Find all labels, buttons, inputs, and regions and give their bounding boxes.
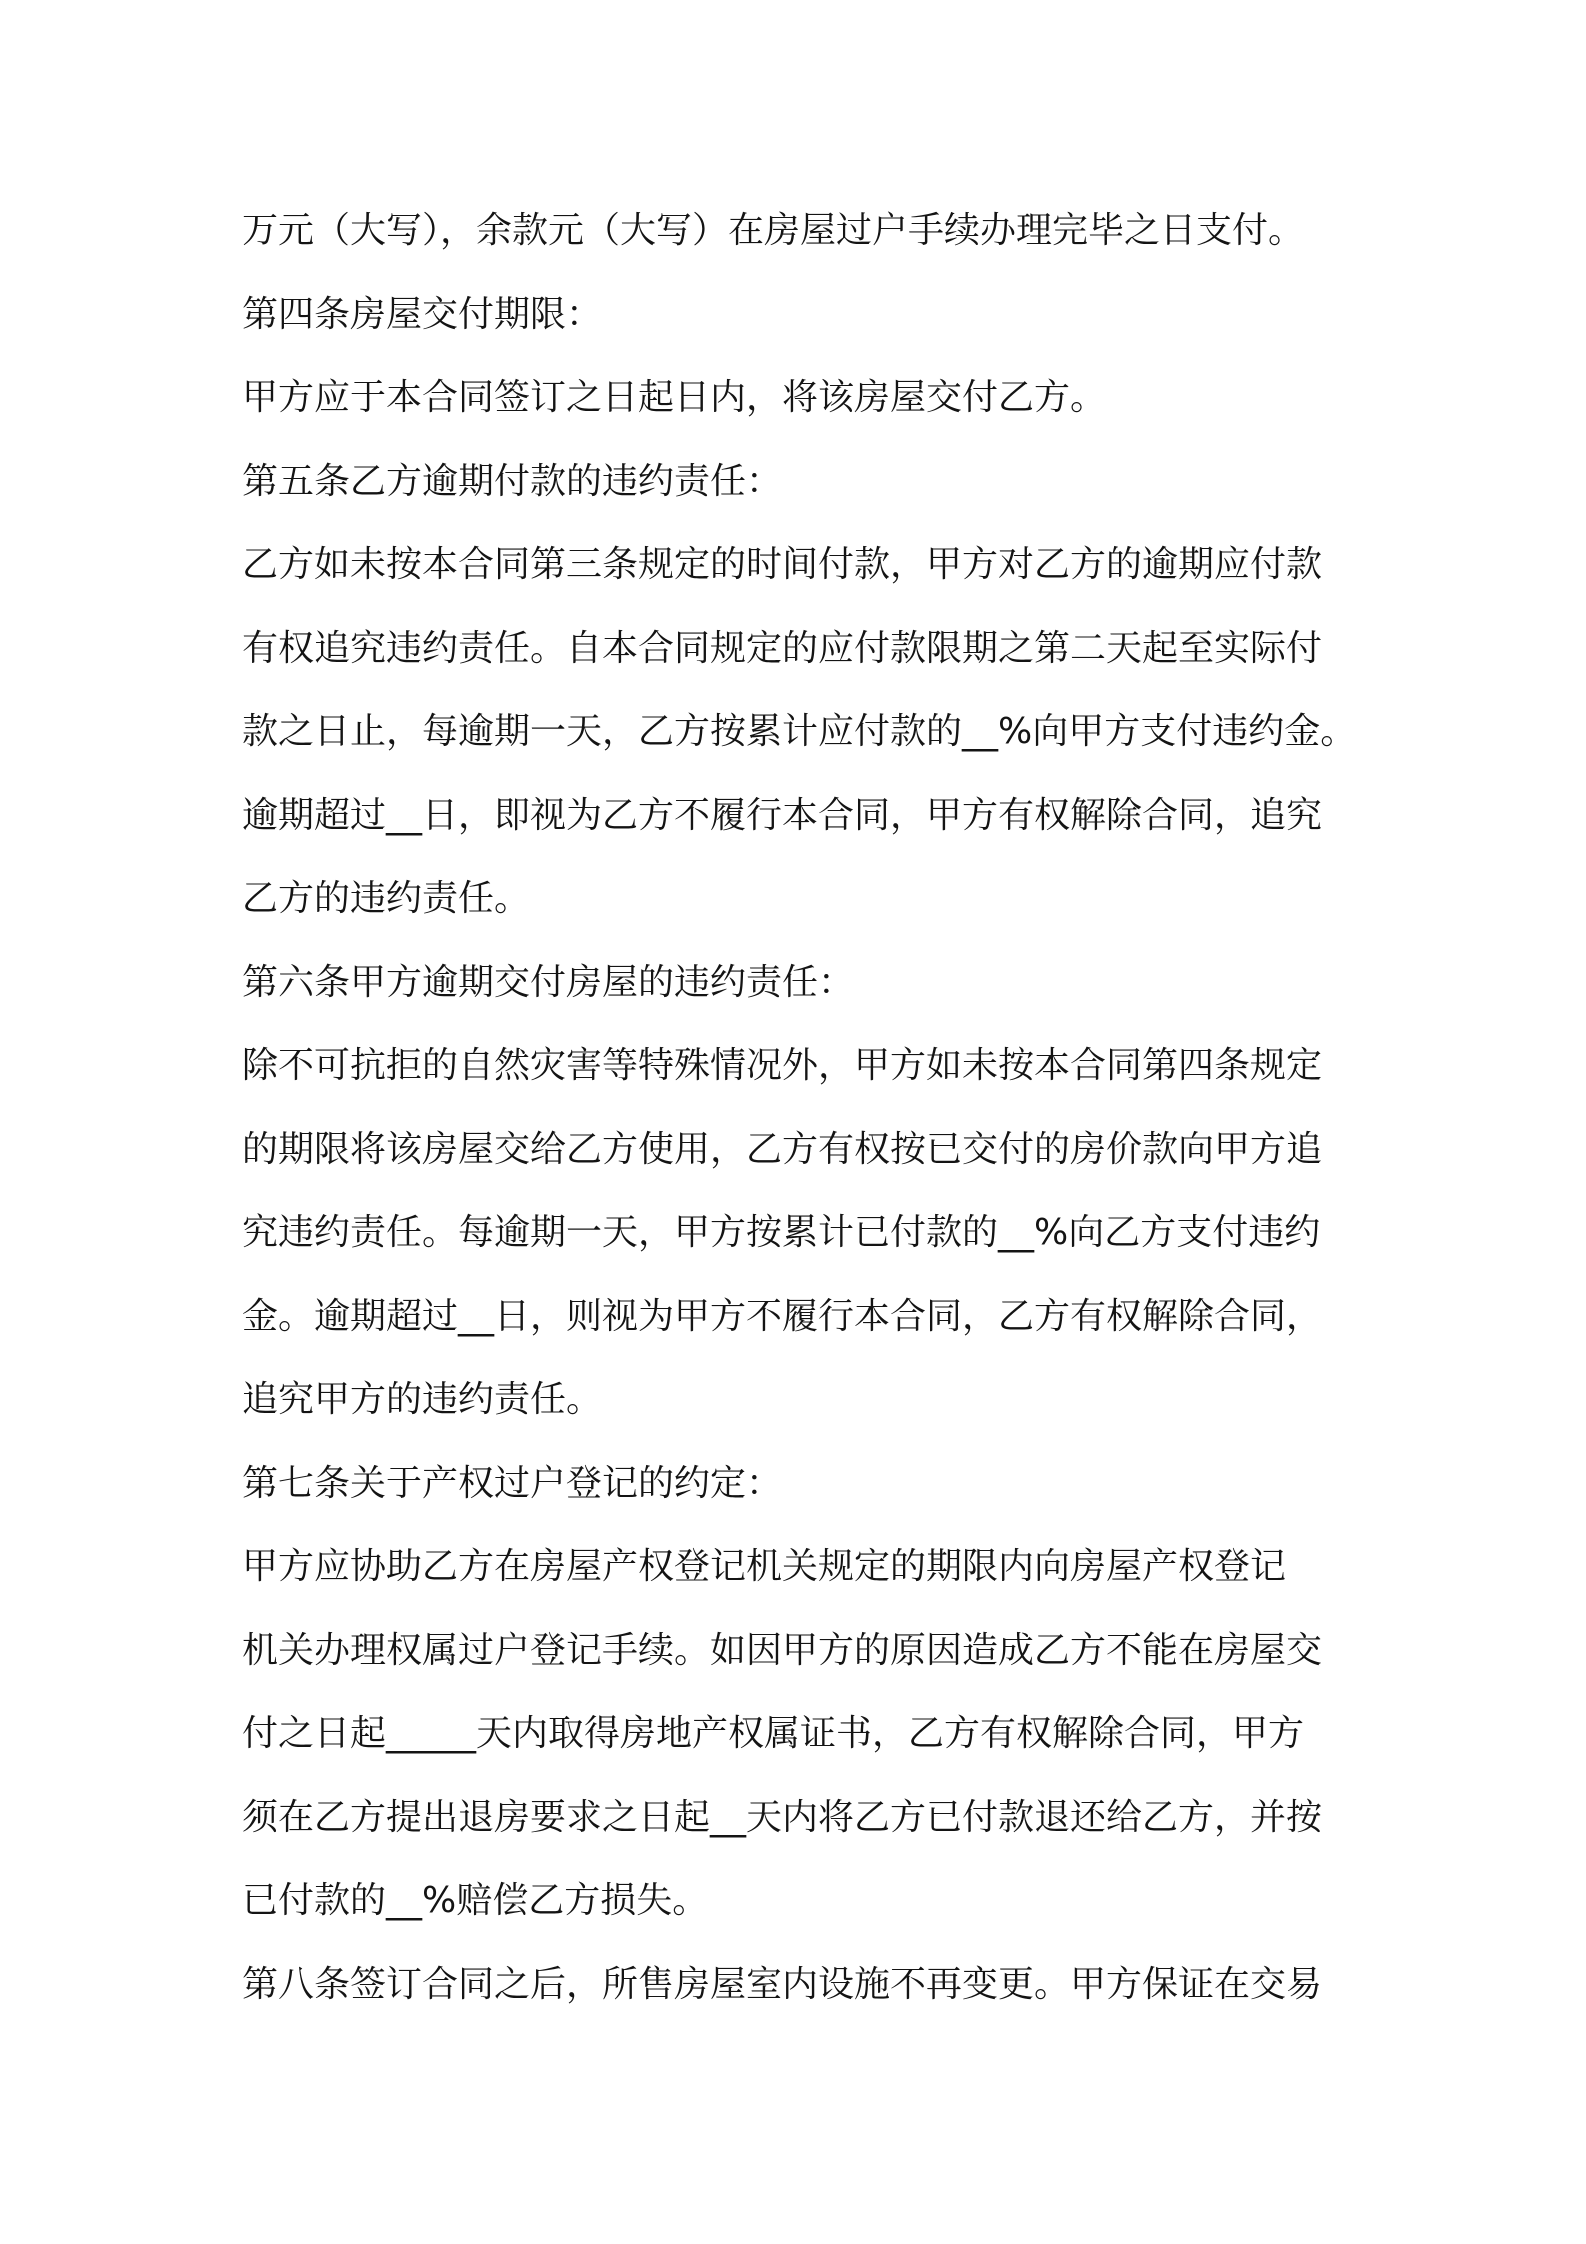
text-line: 有权追究违约责任。自本合同规定的应付款限期之第二天起至实际付 bbox=[242, 627, 1323, 669]
text-line: 须在乙方提出退房要求之日起__天内将乙方已付款退还给乙方，并按 bbox=[242, 1796, 1323, 1838]
text-line: 究违约责任。每逾期一天，甲方按累计已付款的__%向乙方支付违约 bbox=[242, 1212, 1321, 1253]
text-line: 除不可抗拒的自然灾害等特殊情况外，甲方如未按本合同第四条规定 bbox=[242, 1045, 1323, 1086]
text-line: 金。逾期超过__日，则视为甲方不履行本合同，乙方有权解除合同， bbox=[242, 1295, 1323, 1337]
text-line: 已付款的__%赔偿乙方损失。 bbox=[242, 1880, 709, 1921]
text-line: 机关办理权属过户登记手续。如因甲方的原因造成乙方不能在房屋交 bbox=[242, 1629, 1323, 1671]
clause-heading: 第四条房屋交付期限： bbox=[242, 293, 603, 335]
clause-heading: 第六条甲方逾期交付房屋的违约责任： bbox=[242, 961, 855, 1003]
text-line: 的期限将该房屋交给乙方使用，乙方有权按已交付的房价款向甲方追 bbox=[242, 1128, 1323, 1170]
text-line: 款之日止，每逾期一天，乙方按累计应付款的__%向甲方支付违约金。 bbox=[242, 711, 1357, 752]
clause-heading: 第八条签订合同之后，所售房屋室内设施不再变更。甲方保证在交易 bbox=[242, 1963, 1323, 2005]
document-body bbox=[242, 196, 1362, 2033]
text-line: 逾期超过__日，即视为乙方不履行本合同，甲方有权解除合同，追究 bbox=[242, 794, 1323, 836]
text-line: 万元（大写），余款元（大写）在房屋过户手续办理完毕之日支付。 bbox=[242, 210, 1305, 251]
text-line: 甲方应于本合同签订之日起日内，将该房屋交付乙方。 bbox=[242, 377, 1107, 418]
text-line: 乙方的违约责任。 bbox=[242, 878, 531, 919]
text-line: 甲方应协助乙方在房屋产权登记机关规定的期限内向房屋产权登记 bbox=[242, 1546, 1287, 1587]
text-line: 付之日起_____天内取得房地产权属证书，乙方有权解除合同，甲方 bbox=[242, 1713, 1305, 1754]
text-line: 追究甲方的违约责任。 bbox=[242, 1379, 603, 1420]
clause-heading: 第七条关于产权过户登记的约定： bbox=[242, 1462, 783, 1504]
text-line: 乙方如未按本合同第三条规定的时间付款，甲方对乙方的逾期应付款 bbox=[242, 544, 1323, 585]
clause-heading: 第五条乙方逾期付款的违约责任： bbox=[242, 460, 783, 502]
